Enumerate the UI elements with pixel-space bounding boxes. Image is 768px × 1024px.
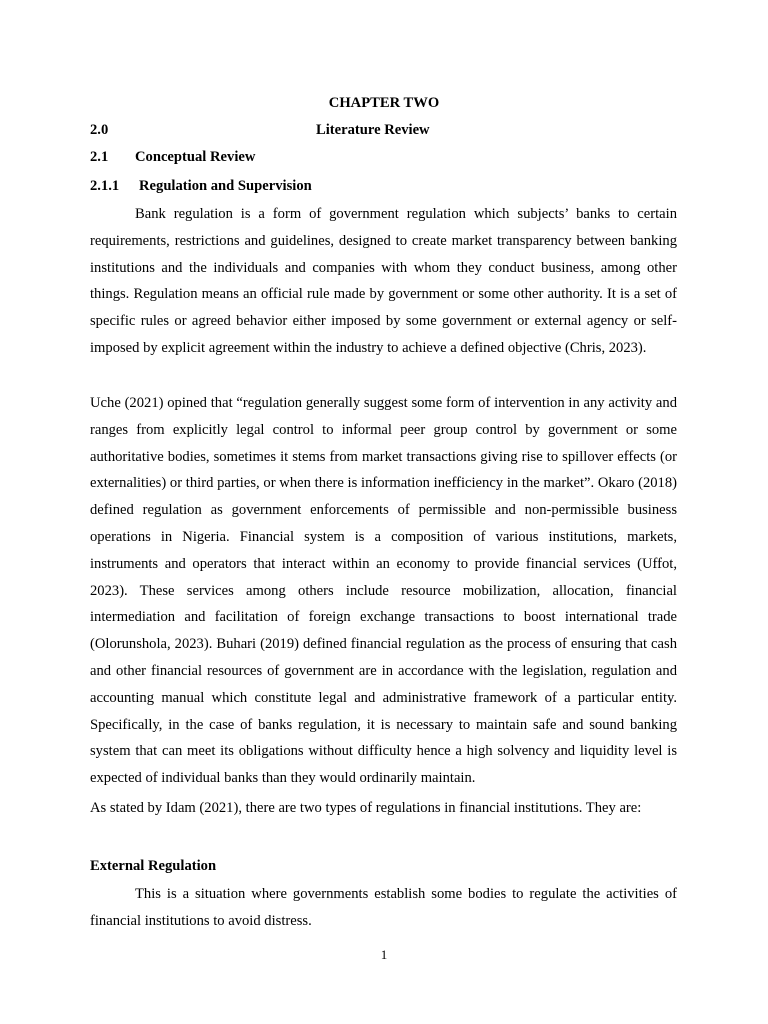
section-2-1-number: 2.1 bbox=[90, 149, 109, 165]
section-2-1-1-number: 2.1.1 bbox=[90, 178, 120, 194]
chapter-title: CHAPTER TWO bbox=[328, 95, 440, 111]
section-2-0-number: 2.0 bbox=[90, 122, 109, 138]
page-number: 1 bbox=[380, 947, 388, 962]
section-2-1-title: Conceptual Review bbox=[135, 149, 256, 165]
section-2-1-1-title: Regulation and Supervision bbox=[139, 178, 312, 194]
external-regulation-text: This is a situation where governments establish some bodies to regulate the activities of financial institutions to avoid distress. bbox=[90, 886, 677, 929]
external-regulation-heading: External Regulation bbox=[90, 858, 217, 874]
paragraph-uche-opinion: Uche (2021) opined that “regulation generally suggest some form of intervention in any activity and ranges from explicitly legal control to informal peer group control by government or some authoritative bodies, sometimes it stems from market transactions giving rise to spillover effects (or externalities) or third parties, or when there is information inefficiency in the market”. Okaro (2018) defined regulation as government enforcements of permissible and non-permissible business operations in Nigeria. Financial system is a composition of various institutions, markets, instruments and operators that interact within an economy to provide financial services (Uffot, 2023). These services among others include resource mobilization, allocation, financial intermediation and facilitation of foreign exchange transactions to boost international trade (Olorunshola, 2023). Buhari (2019) defined financial regulation as the process of ensuring that cash and other financial resources of government are in accordance with the legislation, regulation and accounting manual which constitute legal and administrative framework of a particular entity. Specifically, in the case of banks regulation, it is necessary to maintain safe and sound banking system that can meet its obligations without difficulty hence a high solvency and liquidity level is expected of individual banks than they would ordinarily maintain. bbox=[90, 395, 677, 787]
section-2-0-title: Literature Review bbox=[316, 122, 430, 138]
paragraph-types-of-regulation: As stated by Idam (2021), there are two types of regulations in financial institutions. They are: bbox=[90, 800, 642, 816]
paragraph-bank-regulation: Bank regulation is a form of government regulation which subjects’ banks to certain requirements, restrictions and guidelines, designed to create market transparency between banking institutions and the individuals and companies with whom they conduct business, among other things. Regulation means an official rule made by government or some other authority. It is a set of specific rules or agreed behavior either imposed by some government or external agency or self- imposed by explicit agreement within the industry to achieve a defined objective (Chris, 2023). bbox=[90, 206, 677, 356]
